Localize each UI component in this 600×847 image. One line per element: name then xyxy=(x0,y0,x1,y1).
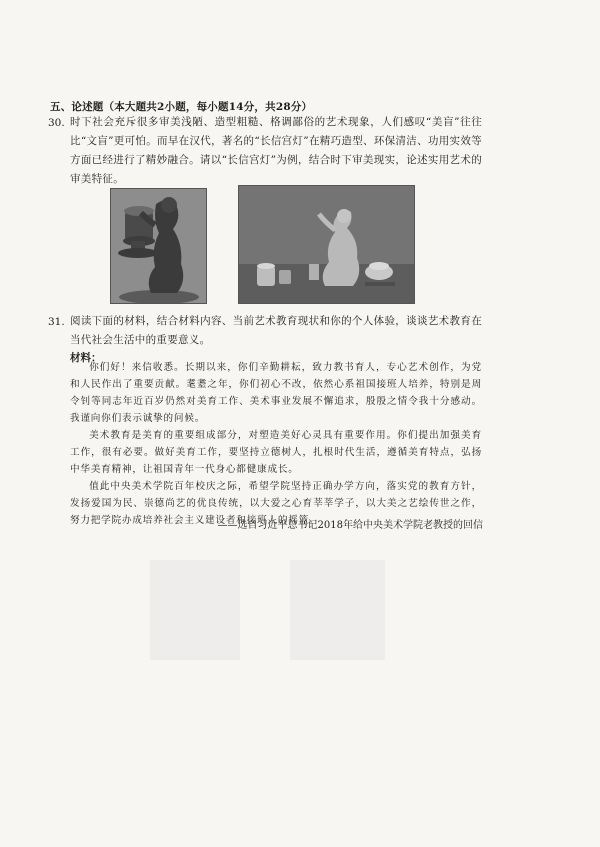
lamp-photo-left xyxy=(110,188,207,304)
question-31-number: 31. xyxy=(48,316,65,328)
letter-paragraph: 你们好！来信收悉。长期以来，你们辛勤耕耘，致力教书育人，专心艺术创作，为党和人民作出了重要贡献。耄耋之年，你们初心不改，依然心系祖国接班人培养，特别是周令钊等同志年近百岁仍然对美育工作、美术事业发展不懈追求，殷殷之情令我十分感动。我谨向你们表示诚挚的问候。 xyxy=(70,362,482,424)
letter-source: ——选自习近平总书记2018年给中央美术学院老教授的回信 xyxy=(217,520,483,531)
lamp-photo-right xyxy=(238,185,415,304)
lamp-figure-right-image xyxy=(239,186,414,303)
section-heading: 五、论述题（本大题共2小题，每小题14分，共28分） xyxy=(50,101,313,113)
question-30-text: 时下社会充斥很多审美浅陋、造型粗糙、格调鄙俗的艺术现象，人们感叹“美盲”往往比“文盲”更可怕。而早在汉代，著名的“长信宫灯”在精巧造型、环保清洁、功用实效等方面已经进行了精妙融合。请以“长信宫灯”为例，结合时下审美现实，论述实用艺术的审美特征。 xyxy=(70,116,482,185)
letter-paragraph: 美术教育是美育的重要组成部分，对塑造美好心灵具有重要作用。你们提出加强美育工作，很有必要。做好美育工作，要坚持立德树人，扎根时代生活，遵循美育特点，弘扬中华美育精神，让祖国青年一代身心都健康成长。 xyxy=(70,430,482,475)
letter-paragraph: 值此中央美术学院百年校庆之际，希望学院坚持正确办学方向，落实党的教育方针，发扬爱国为民、崇德尚艺的优良传统，以大爱之心育莘莘学子，以大美之艺绘传世之作，努力把学院办成培养社会主义建设者和接班人的摇篮。 xyxy=(70,481,482,526)
letter-text xyxy=(70,359,482,529)
question-31-text: 阅读下面的材料，结合材料内容、当前艺术教育现状和你的个人体验，谈谈艺术教育在当代社会生活中的重要意义。 xyxy=(70,315,482,346)
show-through-mark xyxy=(150,560,240,660)
lamp-figure-left-image xyxy=(111,189,206,303)
show-through-mark xyxy=(290,560,385,660)
question-30-number: 30. xyxy=(48,117,65,129)
material-label: 材料： xyxy=(70,352,102,364)
